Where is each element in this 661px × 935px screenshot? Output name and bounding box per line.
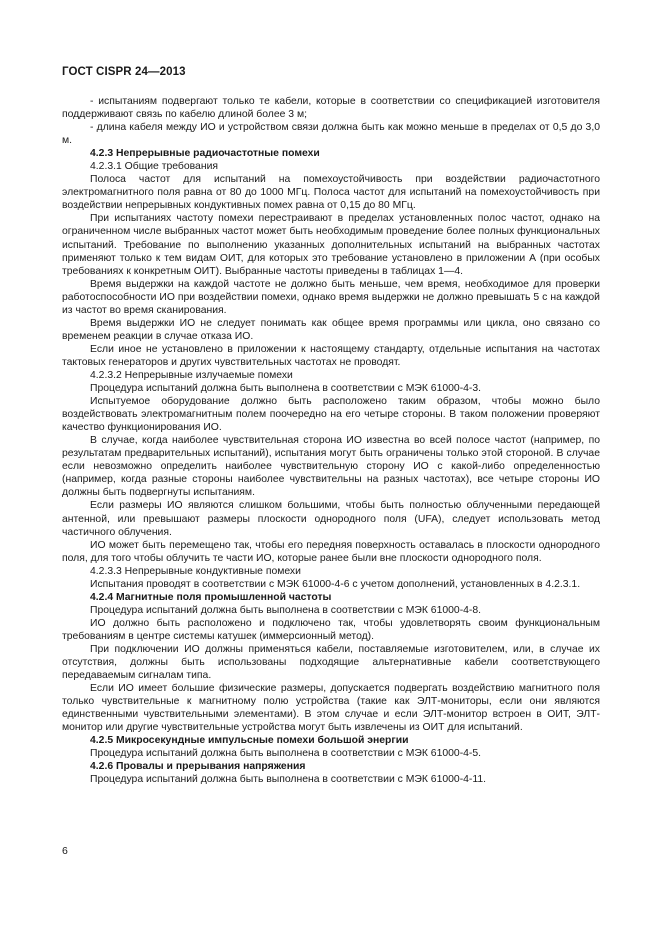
paragraph: Если размеры ИО являются слишком большими, чтобы быть полностью облученными передающей антенной, или превышают размеры плоскости однородного поля (UFA), следует использовать метод частичного облучения. xyxy=(62,500,600,538)
paragraph: Время выдержки ИО не следует понимать как общее время программы или цикла, оно связано со временем реакции в случае отказа ИО. xyxy=(62,317,600,342)
paragraph: Полоса частот для испытаний на помехоустойчивость при воздействии радиочастотного электромагнитного поля равна от 80 до 1000 МГц. Полоса частот для испытаний на помехоустойчивость при воздействии непрерывных кондуктивных помех равна от 0,15 до 80 МГц. xyxy=(62,174,600,212)
paragraph: Если ИО имеет большие физические размеры, допускается подвергать воздействию магнитного поля только чувствительные к магнитному полю устройства (такие как ЭЛТ-мониторы, если они являются единственными чувствительными элементами). В этом случае и если ЭЛТ-монитор встроен в ОИТ, ЭЛТ-монитор или другие чувствительные устройства могут быть извлечены из ОИТ для испытаний. xyxy=(62,683,600,734)
paragraph: Время выдержки на каждой частоте не должно быть меньше, чем время, необходимое для проверки работоспособности ИО при воздействии помехи, однако время выдержки не должно превышать 5 с на каждой из частот во время сканирования. xyxy=(62,278,600,316)
paragraph: Испытуемое оборудование должно быть расположено таким образом, чтобы можно было воздействовать электромагнитным полем поочередно на его четыре стороны. В таком положении проверяют качество функционирования ИО. xyxy=(62,396,600,434)
document-body xyxy=(62,95,600,786)
paragraph: Процедура испытаний должна быть выполнена в соответствии с МЭК 61000-4-5. xyxy=(90,748,482,760)
section-heading: 4.2.4 Магнитные поля промышленной частоты xyxy=(90,591,332,603)
paragraph: - испытаниям подвергают только те кабели, которые в соответствии со спецификацией изготовителя поддерживают связь по кабелю длиной более 3 м; xyxy=(62,96,600,121)
paragraph: - длина кабеля между ИО и устройством связи должна быть как можно меньше в пределах от 0,5 до 3,0 м. xyxy=(62,122,600,147)
page-number: 6 xyxy=(62,845,68,857)
paragraph: ИО может быть перемещено так, чтобы его передняя поверхность оставалась в плоскости однородного поля, для того чтобы облучить те части ИО, которые ранее были вне плоскости однородного поля. xyxy=(62,539,600,564)
paragraph: Испытания проводят в соответствии с МЭК 61000-4-6 с учетом дополнений, установленных в 4.2.3.1. xyxy=(90,578,581,590)
paragraph: В случае, когда наиболее чувствительная сторона ИО известна во всей полосе частот (например, по результатам предварительных испытаний), испытания могут быть ограничены только этой стороной. В случае если невозможно определить наиболее чувствительную сторону ИО с какой-либо определенностью (например, когда разные стороны наиболее чувствительны на разных частотах), все четыре стороны ИО должны быть подвергнуты испытаниям. xyxy=(62,435,600,499)
paragraph: Процедура испытаний должна быть выполнена в соответствии с МЭК 61000-4-8. xyxy=(90,604,482,616)
paragraph: При подключении ИО должны применяться кабели, поставляемые изготовителем, или, в случае их отсутствия, должны быть использованы подходящие альтернативные кабели соответствующего передаваемым сигналам типа. xyxy=(62,643,600,682)
paragraph: Процедура испытаний должна быть выполнена в соответствии с МЭК 61000-4-3. xyxy=(90,383,482,395)
section-heading: 4.2.3 Непрерывные радиочастотные помехи xyxy=(90,148,320,160)
paragraph: Процедура испытаний должна быть выполнена в соответствии с МЭК 61000-4-11. xyxy=(90,774,487,786)
subsection-title: 4.2.3.3 Непрерывные кондуктивные помехи xyxy=(90,565,301,577)
subsection-title: 4.2.3.2 Непрерывные излучаемые помехи xyxy=(90,369,293,381)
subsection-title: 4.2.3.1 Общие требования xyxy=(90,161,218,173)
paragraph: ИО должно быть расположено и подключено так, чтобы удовлетворять своим функциональным требованиям в центре системы катушек (иммерсионный метод). xyxy=(62,617,600,642)
paragraph: При испытаниях частоту помехи перестраивают в пределах установленных полос частот, однако на ограниченном числе выбранных частот может быть необходимым проведение более полных функциональных испытаний. Требование по выполнению указанных дополнительных испытаний на выбранных частотах применяют только к тем видам ОИТ, для которых это требование установлено в приложении А (при особых требованиях к конкретным ОИТ). Выбранные частоты приведены в таблицах 1—4. xyxy=(62,213,600,277)
paragraph: Если иное не установлено в приложении к настоящему стандарту, отдельные испытания на частотах тактовых генераторов и других чувствительных частотах не проводят. xyxy=(62,343,600,368)
section-heading: 4.2.5 Микросекундные импульсные помехи большой энергии xyxy=(90,735,409,747)
section-heading: 4.2.6 Провалы и прерывания напряжения xyxy=(90,761,306,773)
document-code-header: ГОСТ CISPR 24—2013 xyxy=(62,66,186,78)
